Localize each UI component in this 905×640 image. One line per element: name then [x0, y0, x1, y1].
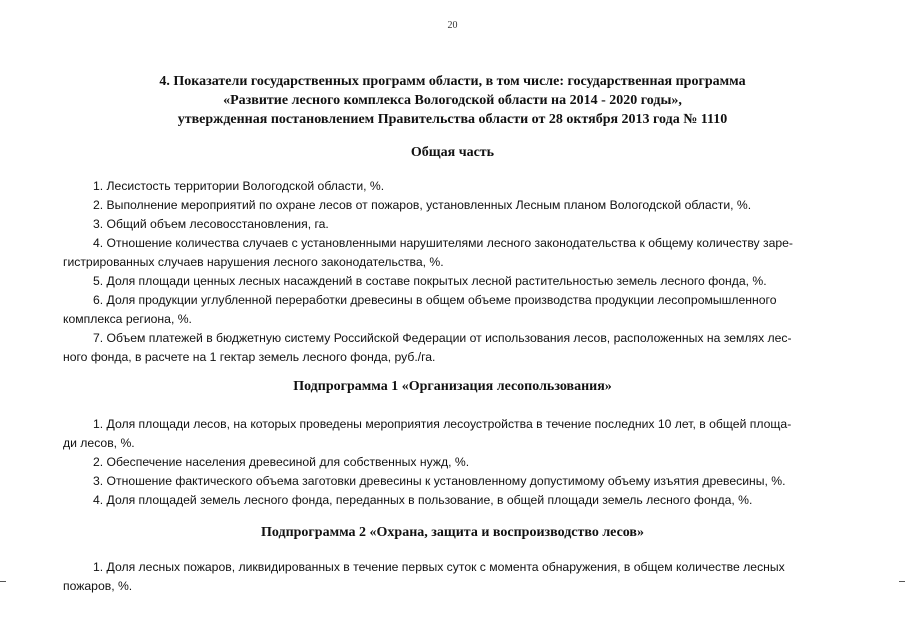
- list-item: 5. Доля площади ценных лесных насаждений в составе покрытых лесной растительностью земель лесного фонда, %.: [93, 274, 767, 288]
- list-item: 4. Доля площадей земель лесного фонда, переданных в пользование, в общей площади земель лесного фонда, %.: [93, 493, 753, 507]
- title-line: 4. Показатели государственных программ области, в том числе: государственная программа: [159, 74, 746, 89]
- list-item-continuation: гистрированных случаев нарушения лесного законодательства, %.: [63, 255, 444, 269]
- list-item-continuation: ди лесов, %.: [63, 436, 135, 450]
- list-item: 2. Выполнение мероприятий по охране лесов от пожаров, установленных Лесным планом Вологодской области, %.: [93, 198, 752, 212]
- document-title: [60, 72, 845, 129]
- list-item: 1. Лесистость территории Вологодской области, %.: [93, 179, 385, 193]
- general-part-heading: Общая часть: [410, 145, 495, 160]
- subprogram-2-heading: Подпрограмма 2 «Охрана, защита и воспроизводство лесов»: [261, 525, 644, 540]
- list-item: 4. Отношение количества случаев с установленными нарушителями лесного законодательства к общему количеству заре-: [93, 236, 793, 250]
- list-item-continuation: пожаров, %.: [63, 579, 133, 593]
- title-line: «Развитие лесного комплекса Вологодской области на 2014 - 2020 годы»,: [223, 93, 682, 108]
- subprogram-2-indicator-list: [63, 558, 885, 596]
- list-item-continuation: комплекса региона, %.: [63, 312, 192, 326]
- title-line: утвержденная постановлением Правительства области от 28 октября 2013 года № 1110: [177, 112, 728, 127]
- list-item: 3. Общий объем лесовосстановления, га.: [93, 217, 329, 231]
- list-item-continuation: ного фонда, в расчете на 1 гектар земель лесного фонда, руб./га.: [63, 350, 436, 364]
- list-item: 1. Доля площади лесов, на которых проведены мероприятия лесоустройства в течение последних 10 лет, в общей площа-: [93, 417, 792, 431]
- list-item: 2. Обеспечение населения древесиной для собственных нужд, %.: [93, 455, 470, 469]
- subprogram-1-heading: Подпрограмма 1 «Организация лесопользования»: [293, 379, 612, 394]
- scan-edge-mark-right: [899, 581, 905, 582]
- list-item: 7. Объем платежей в бюджетную систему Российской Федерации от использования лесов, расположенных на землях лес-: [93, 331, 792, 345]
- list-item: 6. Доля продукции углубленной переработки древесины в общем объеме производства продукции лесопромышленного: [93, 293, 777, 307]
- general-indicator-list: [63, 177, 885, 367]
- scan-edge-mark-left: [0, 581, 6, 582]
- subprogram-1-indicator-list: [63, 415, 885, 510]
- page-number: 20: [447, 20, 458, 31]
- list-item: 3. Отношение фактического объема заготовки древесины к установленному допустимому объему изъятия древесины, %.: [93, 474, 786, 488]
- list-item: 1. Доля лесных пожаров, ликвидированных в течение первых суток с момента обнаружения, в общем количестве лесных: [93, 560, 785, 574]
